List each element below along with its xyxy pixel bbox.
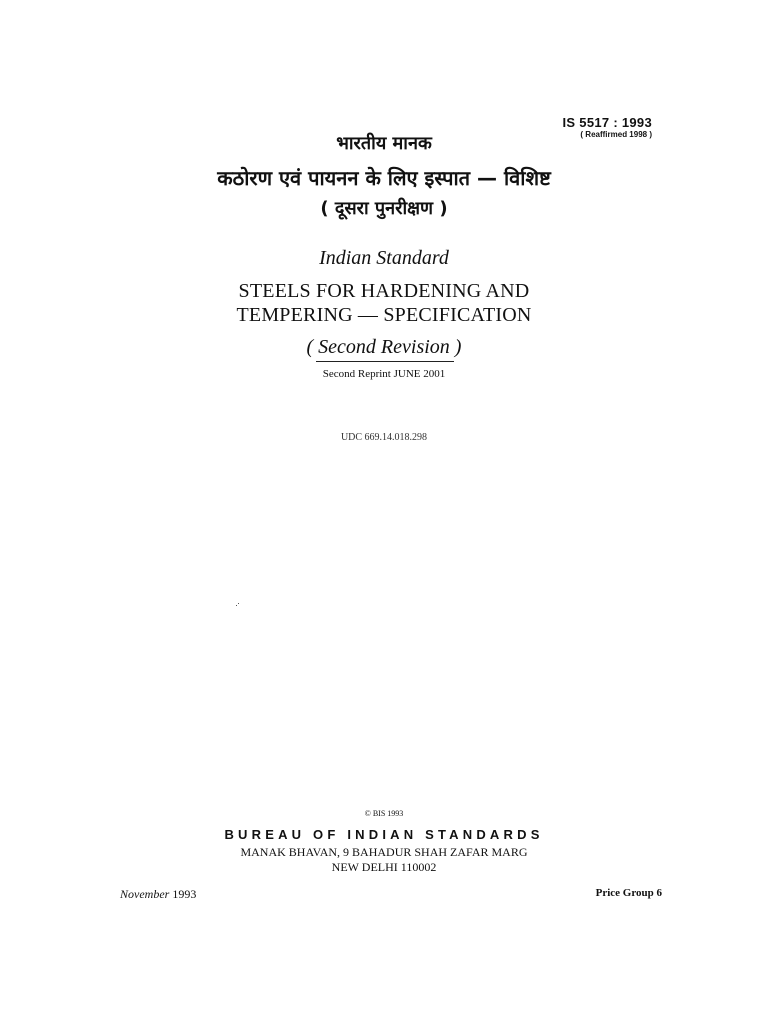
hindi-heading: भारतीय मानक bbox=[336, 133, 432, 154]
publisher-address-line-2: NEW DELHI 110002 bbox=[331, 860, 437, 874]
publisher-address-line-1: MANAK BHAVAN, 9 BAHADUR SHAH ZAFAR MARG bbox=[240, 845, 528, 859]
hindi-revision: ( दूसरा पुनरीक्षण ) bbox=[320, 198, 448, 219]
reaffirmed-note: ( Reaffirmed 1998 ) bbox=[580, 130, 652, 139]
hindi-title: कठोरण एवं पायनन के लिए इस्पात — विशिष्ट bbox=[217, 166, 551, 190]
standard-number: IS 5517 : 1993 bbox=[562, 115, 652, 130]
copyright-notice: © BIS 1993 bbox=[364, 809, 404, 818]
indian-standard-heading: Indian Standard bbox=[319, 247, 449, 269]
publication-month: November bbox=[120, 887, 170, 901]
reprint-note: Second Reprint JUNE 2001 bbox=[322, 368, 446, 380]
publisher-name: BUREAU OF INDIAN STANDARDS bbox=[224, 827, 544, 842]
publication-year: 1993 bbox=[172, 887, 197, 901]
document-title-line-1: STEELS FOR HARDENING AND bbox=[238, 280, 530, 302]
udc-number: UDC 669.14.018.298 bbox=[340, 432, 428, 443]
revision-label: ( Second Revision ) bbox=[306, 336, 462, 358]
scan-speck bbox=[236, 603, 239, 606]
publication-date bbox=[120, 887, 196, 902]
document-title-line-2: TEMPERING — SPECIFICATION bbox=[236, 304, 532, 326]
revision-underline bbox=[316, 361, 454, 362]
price-group: Price Group 6 bbox=[595, 887, 662, 899]
